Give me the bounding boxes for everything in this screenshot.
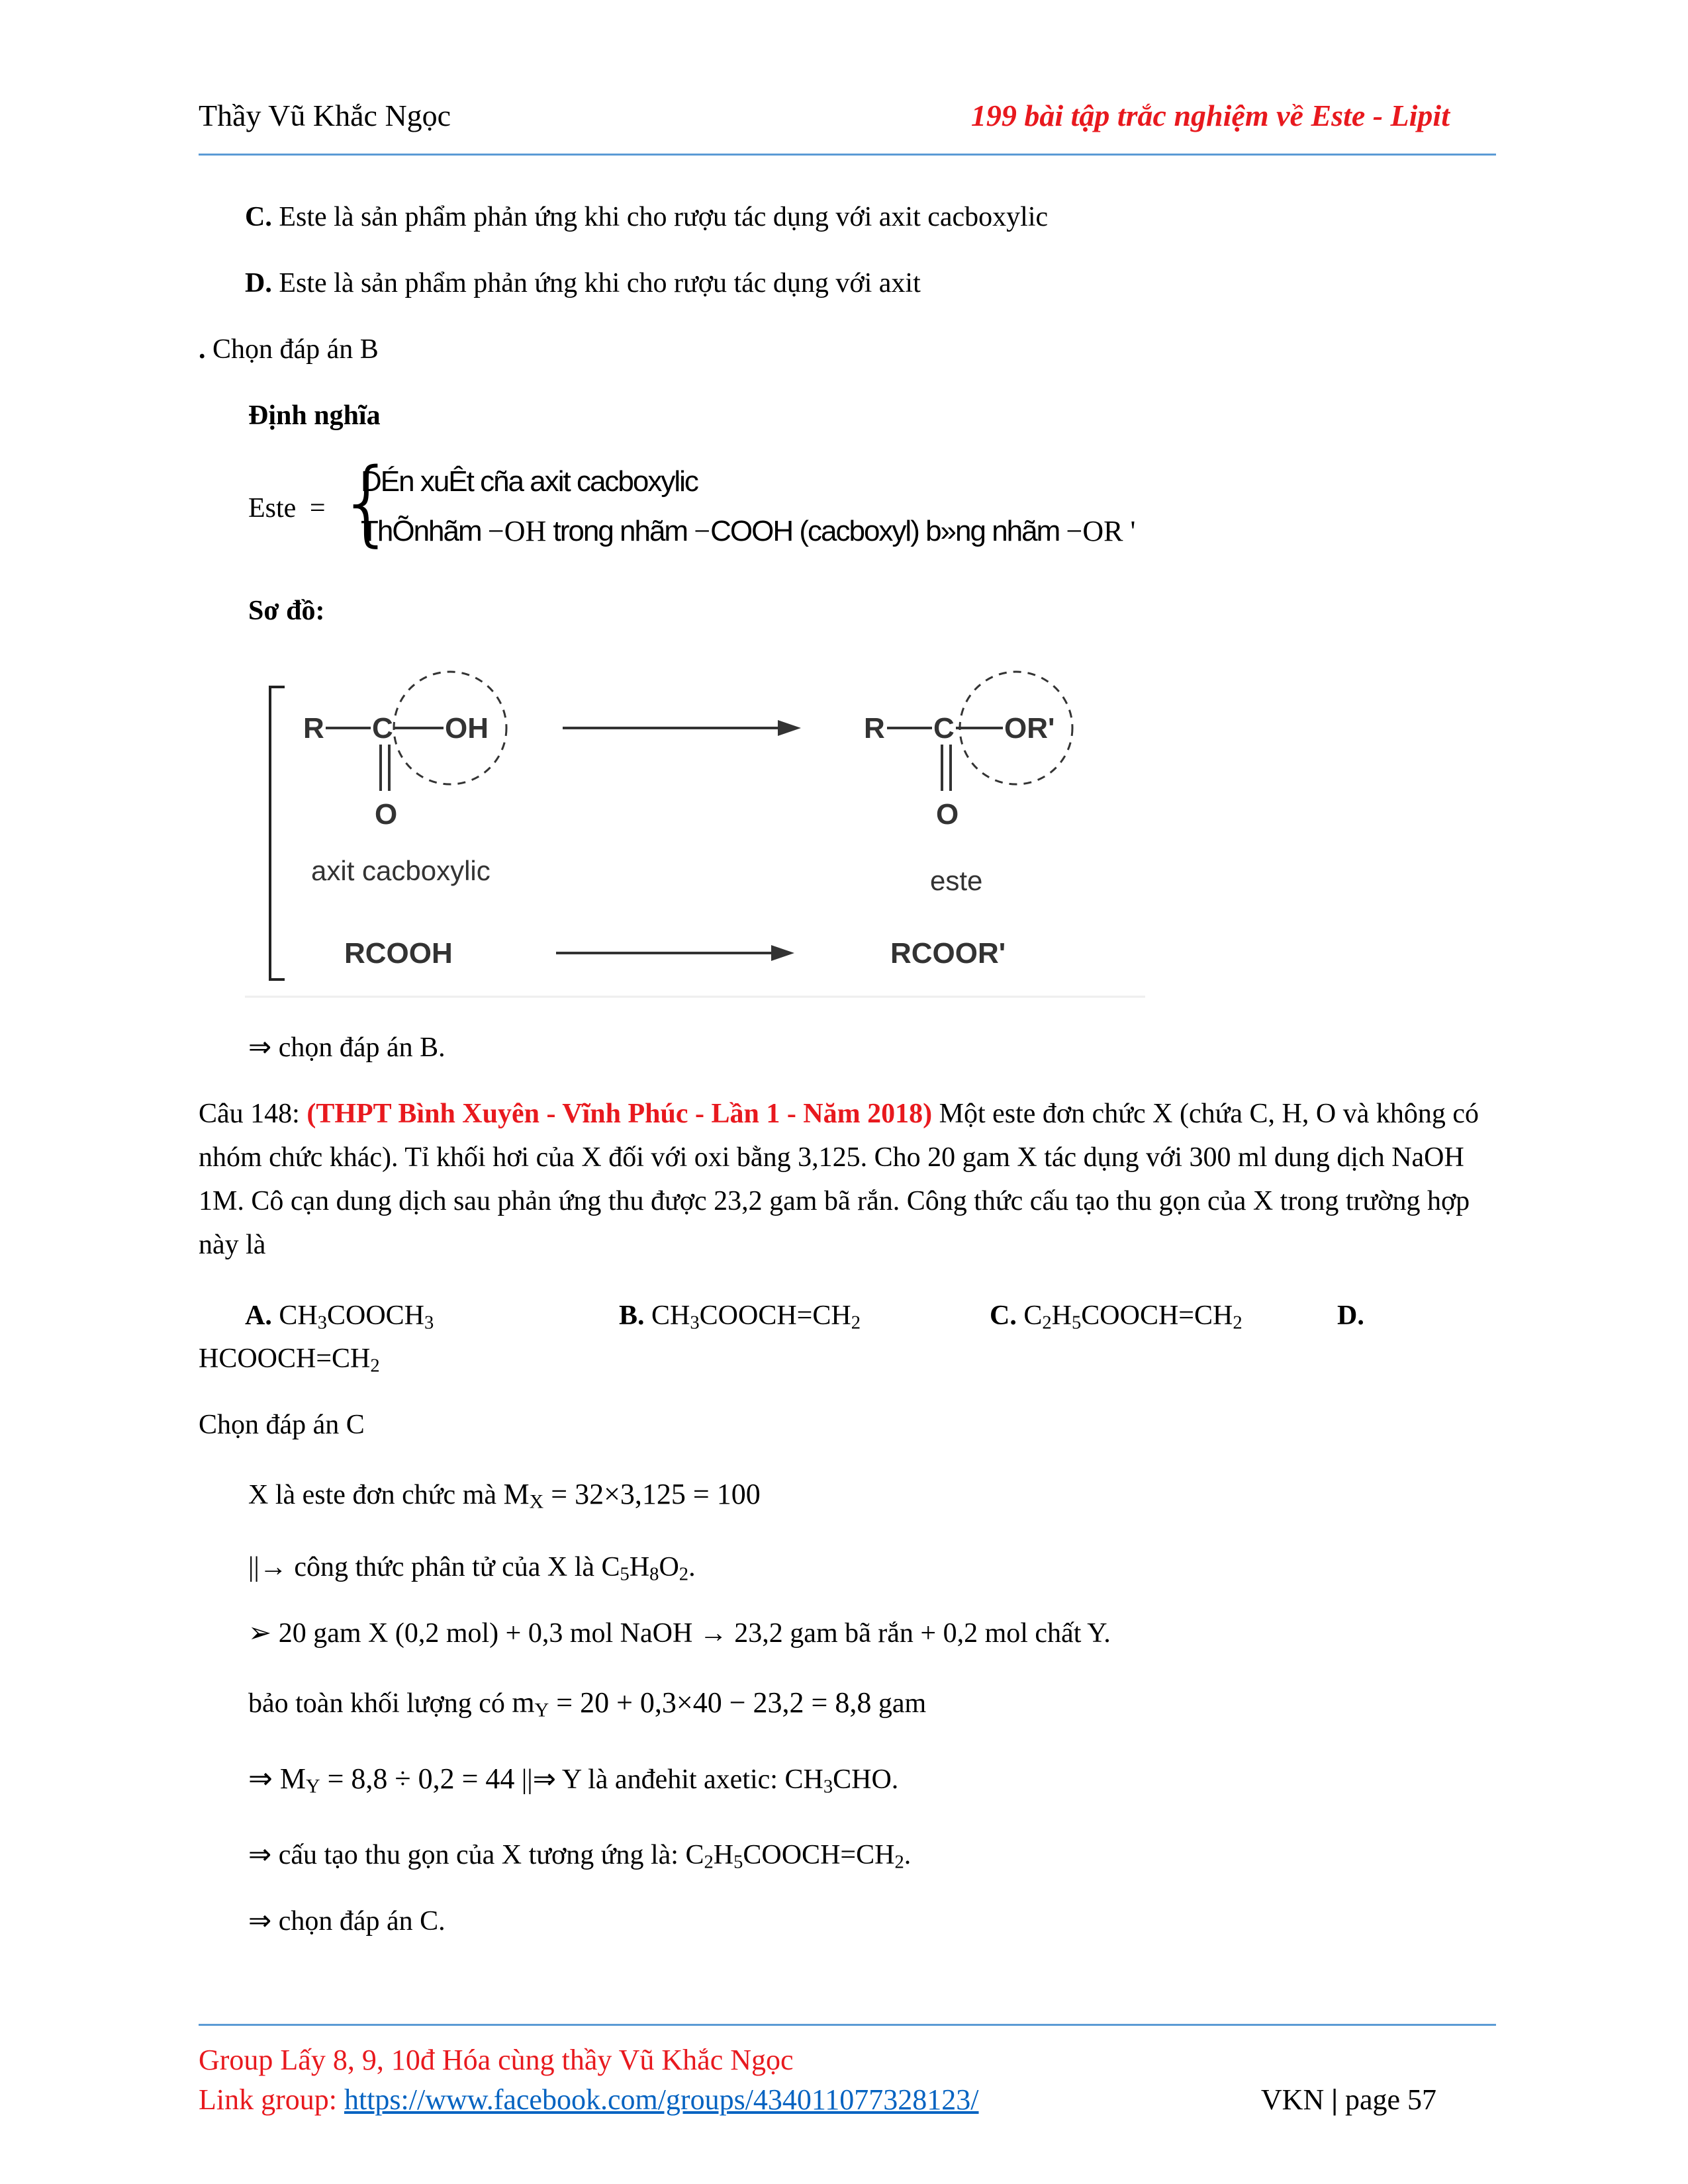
q148-solution-2: ||→ công thức phân tử của X là $C_5H_8O_2$. [248, 1552, 696, 1585]
q148-option-d-letter: D. [1337, 1300, 1364, 1331]
acid-c: C [372, 712, 393, 745]
q148-answer: Chọn đáp án C [199, 1410, 365, 1440]
q148-option-a: A. $CH_3COOCH_3$ [245, 1300, 434, 1334]
q148-solution-1: X là este đơn chức mà $M_X = 32\times 3,125 = 100$ [248, 1478, 761, 1513]
footer-group: Group Lấy 8, 9, 10đ Hóa cùng thầy Vũ Khắc Ngọc [199, 2044, 794, 2076]
arrow-formula-head [771, 945, 794, 961]
q147-conclusion: ⇒ chọn đáp án B. [248, 1032, 445, 1063]
definition-heading: Định nghĩa [248, 400, 381, 431]
footer-page: VKN | page 57 [1260, 2083, 1436, 2116]
ester-c: C [933, 712, 955, 745]
footer-group-link[interactable]: https://www.facebook.com/groups/434011077328123/ [344, 2083, 979, 2116]
arrow-structure-head [778, 720, 801, 736]
q148-solution-6: ⇒ cấu tạo thu gọn của X tương ứng là: $C_2H_5COOCH=CH_2$. [248, 1840, 912, 1873]
q147-answer: . Chọn đáp án B [199, 334, 379, 365]
diagram-bracket [270, 687, 285, 979]
q148-option-d: $HCOOCH=CH_2$ [199, 1343, 380, 1377]
header-book-title: 199 bài tập trắc nghiệm về Este - Lipit [970, 99, 1450, 132]
label-acid: axit cacboxylic [311, 855, 491, 886]
este-label: Este = [248, 493, 326, 523]
acid-o: O [375, 798, 398, 831]
q148-option-b: B. $CH_3COOCH=CH_2$ [619, 1300, 861, 1334]
definition-brace: { [338, 449, 397, 557]
q148-solution-3: ➢ 20 gam X (0,2 mol) + 0,3 mol NaOH → 23,2 gam bã rắn + 0,2 mol chất Y. [248, 1618, 1111, 1649]
definition-line-1: DÉn xuÊt cña axit cacboxylic [361, 465, 698, 498]
formula-ester: RCOOR' [890, 937, 1006, 970]
acid-r: R [303, 712, 324, 745]
acid-oh: OH [445, 712, 489, 745]
q148-solution-4: bảo toàn khối lượng có $m_Y = 20 + 0,3\times 40 - 23,2 = 8,8$ gam [248, 1686, 927, 1721]
diagram-heading: Sơ đồ: [248, 596, 325, 626]
q148-conclusion: ⇒ chọn đáp án C. [248, 1906, 445, 1936]
formula-acid: RCOOH [344, 937, 453, 970]
footer-link-line: Link group: https://www.facebook.com/groups/434011077328123/ [199, 2083, 979, 2116]
q148-solution-5: ⇒ $M_Y = 8,8 \div 0,2 = 44$ ||⇒ Y là anđehit axetic: $CH_3CHO$. [248, 1762, 899, 1797]
q148-option-c: C. $C_2H_5COOCH=CH_2$ [990, 1300, 1243, 1334]
header-rule [199, 154, 1496, 156]
ester-or: OR' [1004, 712, 1055, 745]
ester-r: R [864, 712, 885, 745]
ester-formation-diagram [245, 662, 1158, 1006]
footer-rule [199, 2024, 1496, 2026]
header-author: Thầy Vũ Khắc Ngọc [199, 99, 451, 132]
ester-o: O [936, 798, 959, 831]
label-ester: este [930, 865, 983, 896]
definition-line-2: ThÕnhãm −OH trong nhãm −COOH (cacboxyl) b»ng nhãm −OR ' [361, 515, 1136, 547]
q147-option-d: D. Este là sản phẩm phản ứng khi cho rượu tác dụng với axit [245, 268, 921, 298]
q147-option-c: C. Este là sản phẩm phản ứng khi cho rượu tác dụng với axit cacboxylic [245, 202, 1049, 232]
q148-question: Câu 148: (THPT Bình Xuyên - Vĩnh Phúc - Lần 1 - Năm 2018) Một este đơn chức X (chứa C, H, O và không có nhóm chức khác). Tỉ khối hơi của X đối với oxi bằng 3,125. Cho 20 gam X tác dụng với 300 ml dung dịch NaOH 1M. Cô cạn dung dịch sau phản ứng thu được 23,2 gam bã rắn. Công thức cấu tạo thu gọn của X trong trường hợp này là [199, 1099, 1479, 1260]
